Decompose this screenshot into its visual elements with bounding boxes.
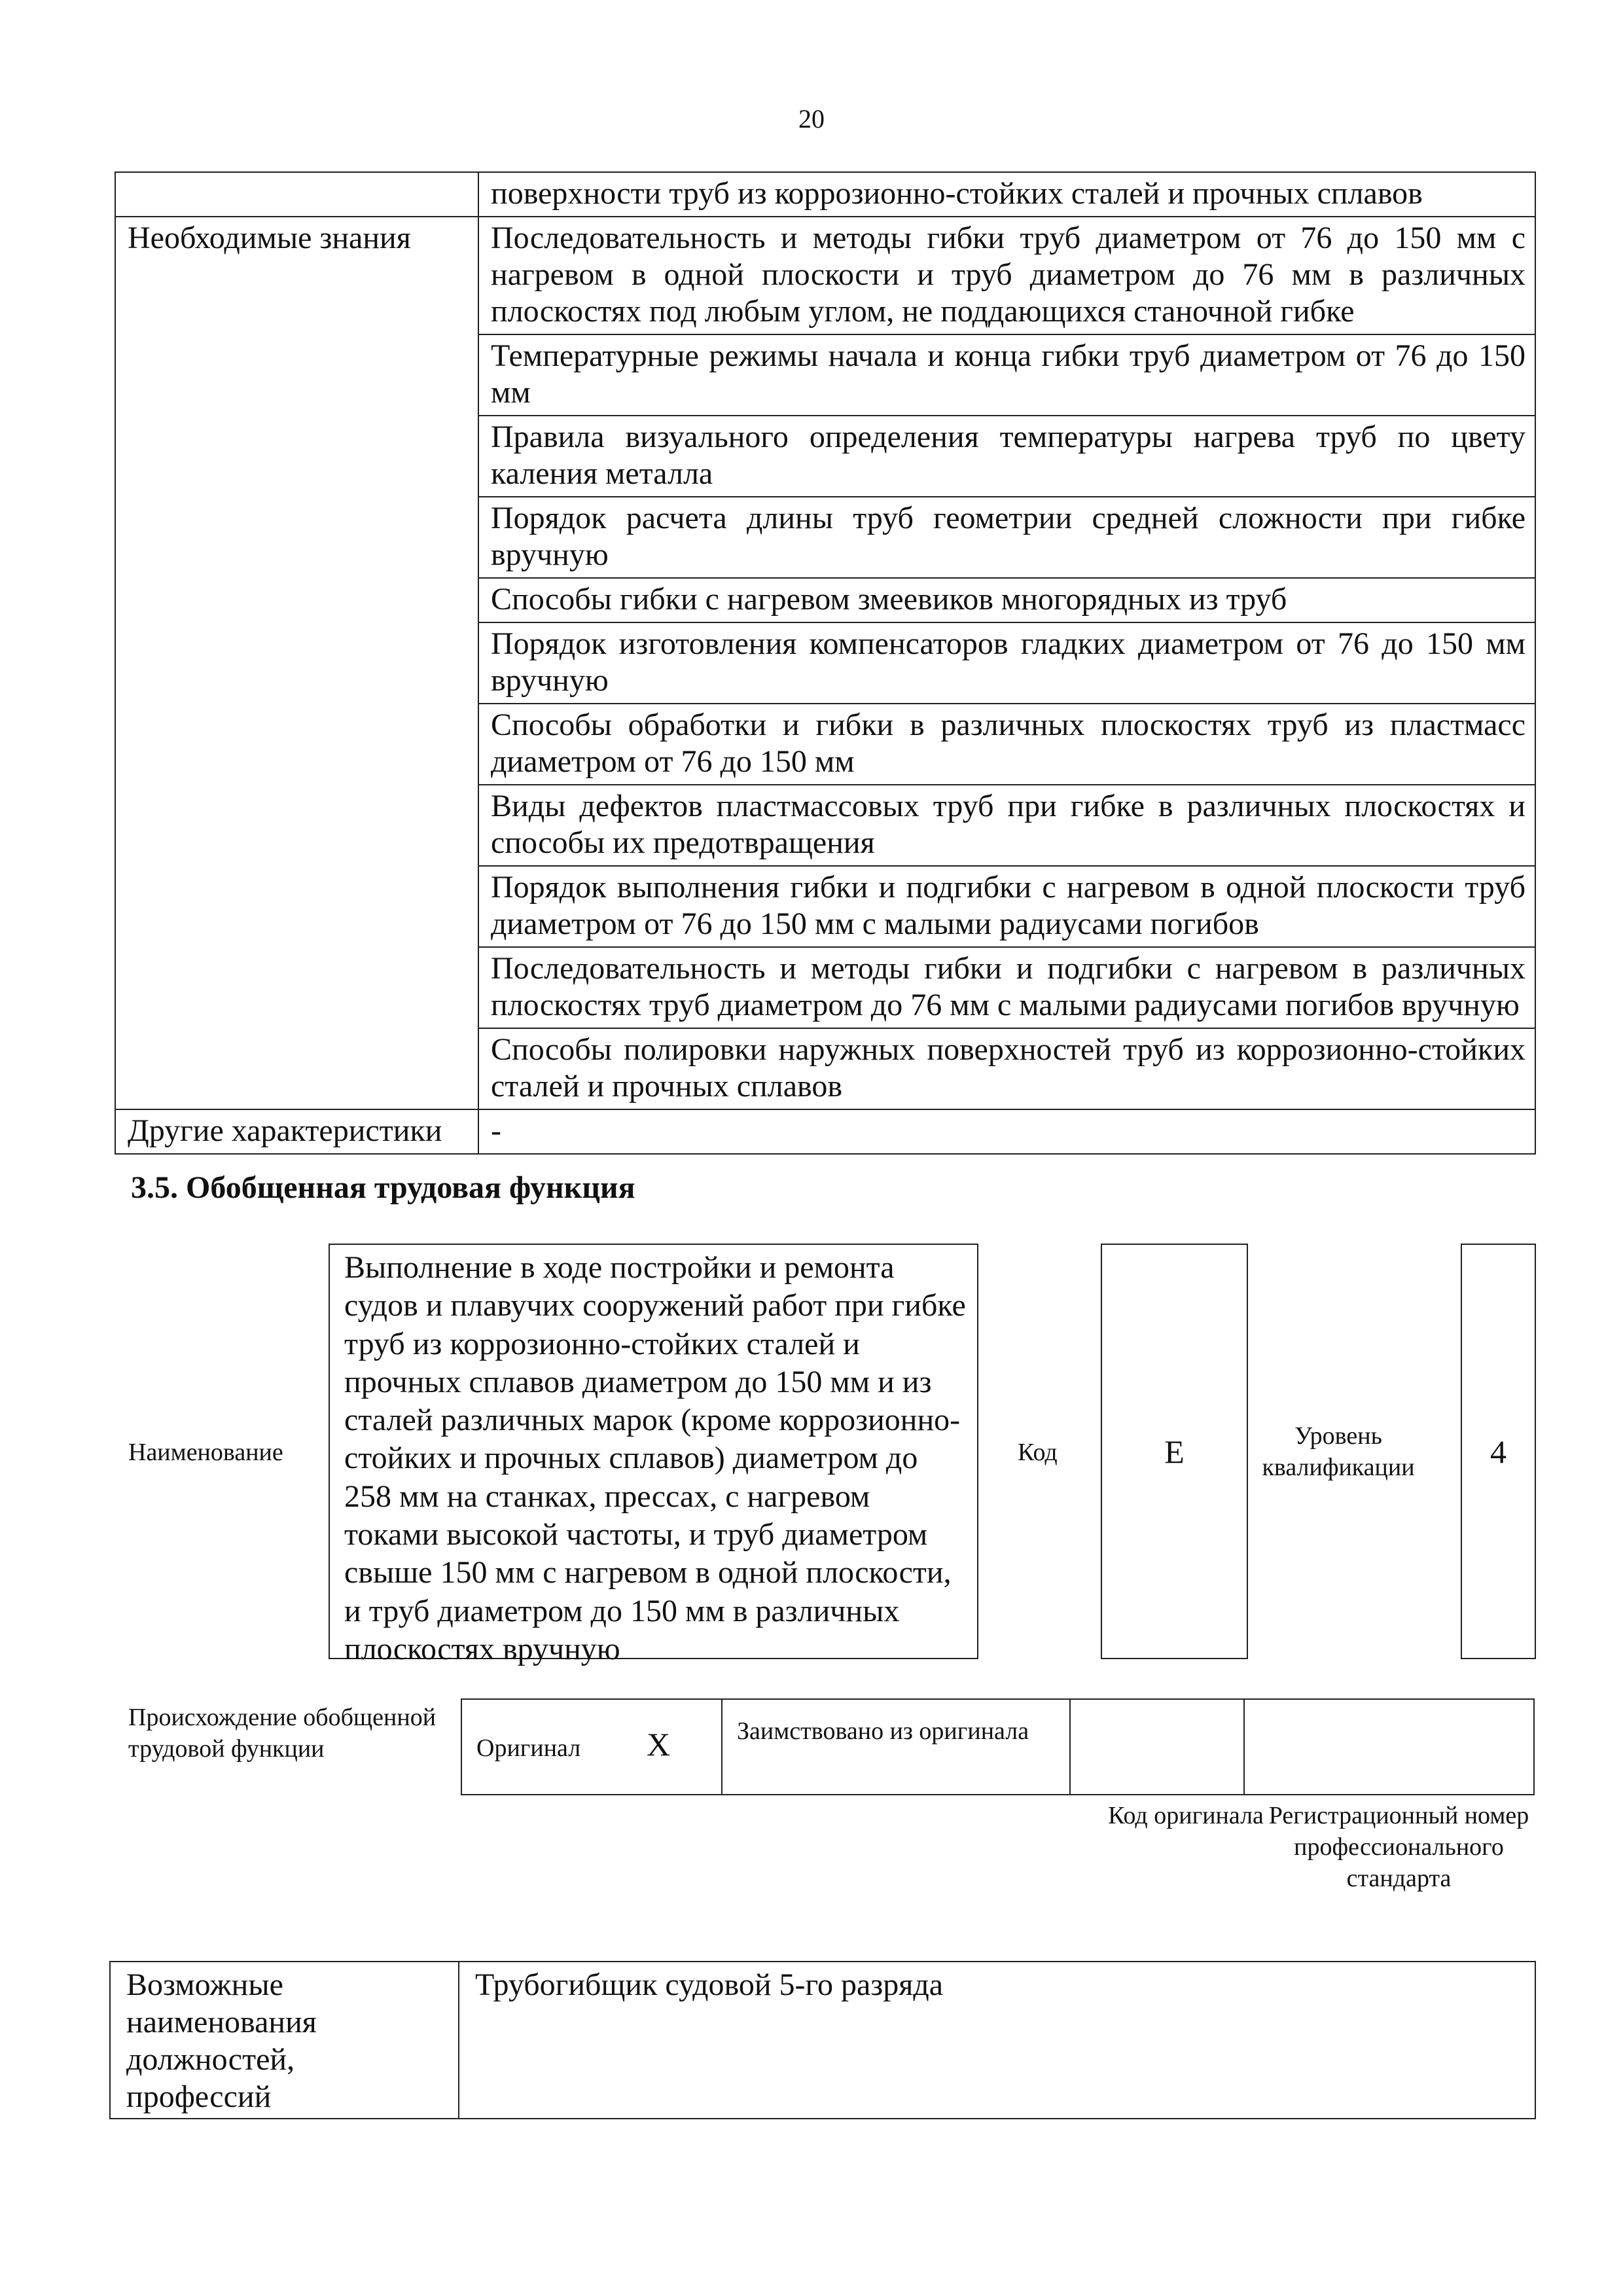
original-mark: X <box>647 1726 671 1763</box>
origin-table <box>461 1698 1536 1795</box>
empty-cell <box>115 172 478 217</box>
required-knowledge-label: Необходимые знания <box>115 217 478 1109</box>
original-cell <box>461 1698 722 1795</box>
continuation-cell: поверхности труб из коррозионно-стойких сталей и прочных сплавов <box>478 172 1535 217</box>
knowledge-item: Виды дефектов пластмассовых труб при гибке в различных плоскостях и способы их предотвращения <box>478 785 1535 866</box>
function-name-box: Выполнение в ходе постройки и ремонта судов и плавучих сооружений работ при гибке труб из коррозионно-стойких сталей и прочных сплавов диаметром до 150 мм и из сталей различных марок (кроме коррозионно-стойких и прочных сплавов) диаметром до 258 мм на станках, прессах, с нагревом токами высокой частоты, и труб диаметром свыше 150 мм с нагревом в одной плоскости, и труб диаметром до 150 мм в различных плоскостях вручную <box>329 1244 978 1659</box>
table-row <box>115 217 1535 334</box>
table-row <box>115 1109 1535 1154</box>
name-label: Наименование <box>128 1439 283 1466</box>
table-row <box>115 172 1535 217</box>
section-heading: 3.5. Обобщенная трудовая функция <box>131 1170 635 1205</box>
knowledge-item: Способы гибки с нагревом змеевиков многорядных из труб <box>478 578 1535 622</box>
registration-number-caption: Регистрационный номер профессионального стандарта <box>1268 1802 1529 1892</box>
other-characteristics-value: - <box>478 1109 1535 1154</box>
knowledge-item: Порядок изготовления компенсаторов гладких диаметром от 76 до 150 мм вручную <box>478 622 1535 704</box>
original-code-caption: Код оригинала <box>1108 1802 1264 1829</box>
knowledge-item: Температурные режимы начала и конца гибки труб диаметром от 76 до 150 мм <box>478 334 1535 416</box>
original-label: Оригинал <box>476 1734 581 1762</box>
possible-positions-label: Возможные наименования должностей, профессий <box>110 1962 459 2119</box>
registration-number-cell <box>1243 1698 1535 1795</box>
qualification-level-label: Уровень квалификации <box>1262 1422 1415 1481</box>
table-row <box>110 1962 1535 2119</box>
knowledge-item: Последовательность и методы гибки труб диаметром от 76 до 150 мм с нагревом в одной плоскости и труб диаметром до 76 мм в различных плоскостях под любым углом, не поддающихся станочной гибке <box>478 217 1535 334</box>
borrowed-cell: Заимствовано из оригинала <box>721 1698 1071 1795</box>
knowledge-item: Порядок расчета длины труб геометрии средней сложности при гибке вручную <box>478 497 1535 578</box>
possible-positions-value: Трубогибщик судовой 5-го разряда <box>459 1962 1535 2119</box>
knowledge-item: Последовательность и методы гибки и подгибки с нагревом в различных плоскостях труб диаметром до 76 мм с малыми радиусами погибов вручную <box>478 947 1535 1028</box>
other-characteristics-label: Другие характеристики <box>115 1109 478 1154</box>
possible-positions-table <box>109 1961 1536 2119</box>
knowledge-item: Способы полировки наружных поверхностей труб из коррозионно-стойких сталей и прочных сплавов <box>478 1028 1535 1109</box>
origin-label: Происхождение обобщенной трудовой функции <box>128 1704 437 1763</box>
code-label: Код <box>1018 1439 1058 1466</box>
original-code-cell <box>1069 1698 1245 1795</box>
code-value-box: E <box>1101 1244 1248 1659</box>
knowledge-item: Порядок выполнения гибки и подгибки с нагревом в одной плоскости труб диаметром от 76 до 150 мм с малыми радиусами погибов <box>478 866 1535 947</box>
required-knowledge-table <box>115 171 1536 1155</box>
page-number: 20 <box>798 104 825 134</box>
knowledge-item: Правила визуального определения температуры нагрева труб по цвету каления металла <box>478 416 1535 497</box>
knowledge-item: Способы обработки и гибки в различных плоскостях труб из пластмасс диаметром от 76 до 150 мм <box>478 704 1535 785</box>
qualification-level-box: 4 <box>1461 1244 1536 1659</box>
